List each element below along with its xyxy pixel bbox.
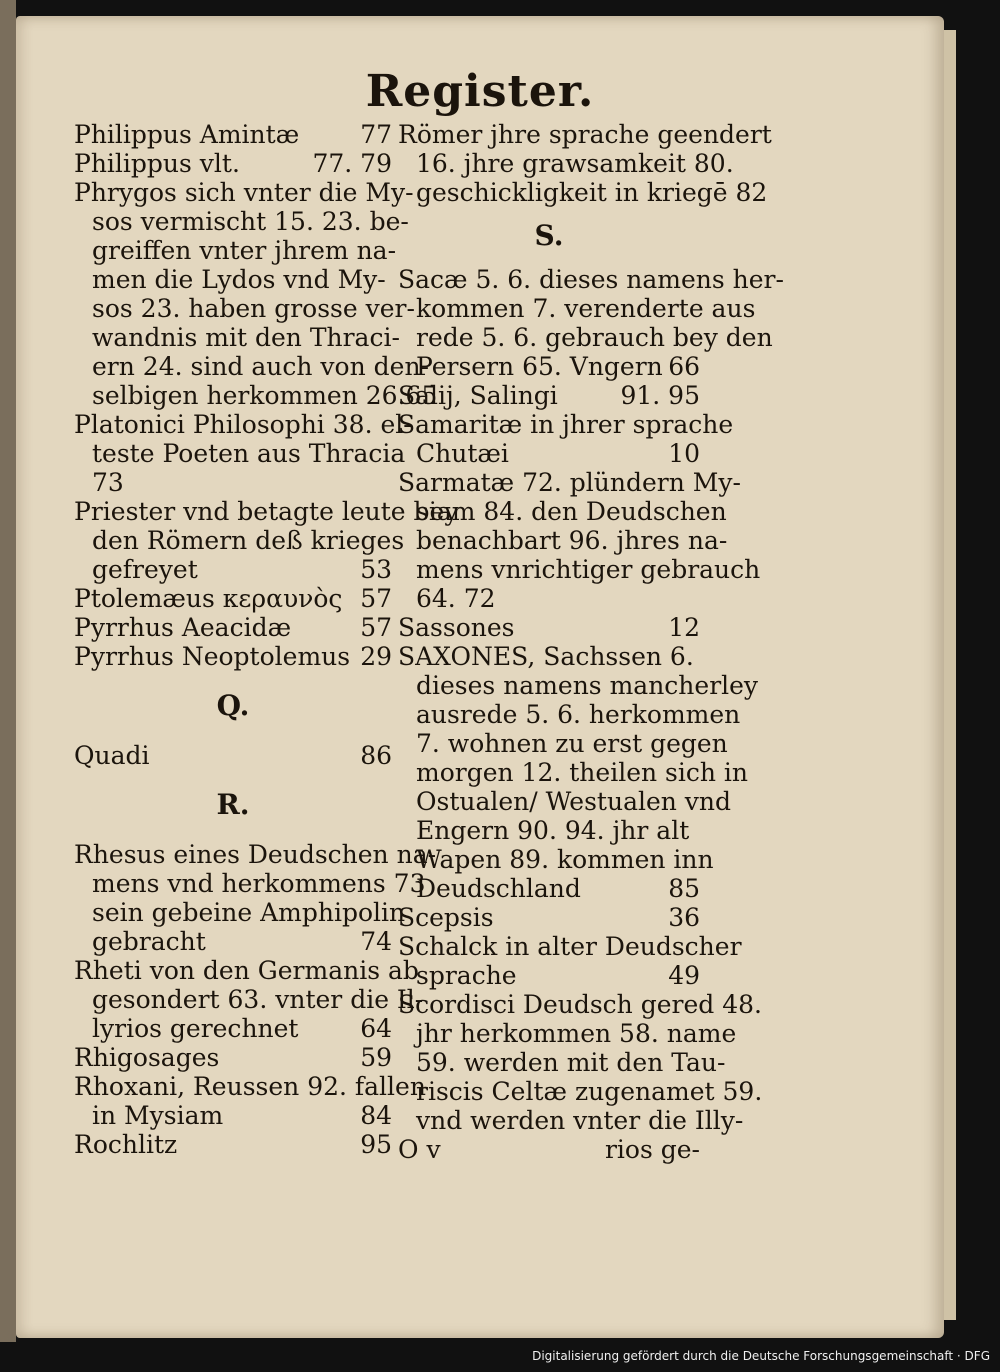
section-letter-heading: S. [534, 219, 564, 252]
entry-text: SAXONES, Sachssen 6. [398, 642, 694, 671]
index-entry-line [398, 874, 700, 903]
entry-text: geschickligkeit in kriegē 82 [416, 178, 768, 207]
index-entry-line [398, 729, 728, 758]
index-entry-line [74, 1043, 392, 1072]
page-reference: 77. 79 [312, 149, 392, 178]
entry-text: Pyrrhus Aeacidæ [74, 613, 292, 642]
entry-text: gesondert 63. vnter die Il- [92, 985, 424, 1014]
entry-text: Sacæ 5. 6. dieses namens her- [398, 265, 784, 294]
index-entry-line [74, 120, 392, 149]
index-entry-line [398, 381, 700, 410]
entry-text: Rochlitz [74, 1130, 178, 1159]
entry-text: siam 84. den Deudschen [416, 497, 727, 526]
entry-text: ausrede 5. 6. herkommen [416, 700, 741, 729]
entry-text: in Mysiam [92, 1101, 224, 1130]
entry-text: sein gebeine Amphipolin [92, 898, 406, 927]
index-entry-line [398, 323, 773, 352]
index-entry-line [398, 468, 741, 497]
entry-text: mens vnrichtiger gebrauch [416, 555, 761, 584]
index-entry-line [74, 1130, 392, 1159]
index-entry-line [398, 497, 727, 526]
entry-text: Römer jhre sprache geendert [398, 120, 772, 149]
index-entry-line [398, 932, 742, 961]
index-entry-line [74, 149, 392, 178]
index-entry-line [398, 265, 784, 294]
page-reference: 85 [668, 874, 700, 903]
entry-text: Philippus Amintæ [74, 120, 300, 149]
entry-text: vnd werden vnter die Illy- [416, 1106, 744, 1135]
page-reference: 74 [360, 927, 392, 956]
index-entry-line [74, 323, 400, 352]
page-title: Register. [365, 66, 595, 117]
page-reference: rios ge- [604, 1135, 700, 1164]
index-entry-line [398, 613, 700, 642]
section-letter-heading: Q. [216, 689, 250, 722]
index-entry-line [74, 956, 419, 985]
entry-text: dieses namens mancherley [416, 671, 759, 700]
entry-text: Salij, Salingi [398, 381, 558, 410]
index-entry-line [74, 642, 392, 671]
index-entry-line [398, 961, 700, 990]
entry-text: wandnis mit den Thraci- [92, 323, 400, 352]
page-reference: 10 [668, 439, 700, 468]
index-entry-line [398, 410, 734, 439]
entry-text: ern 24. sind auch von den- [92, 352, 429, 381]
page-reference: 53 [360, 555, 392, 584]
page-reference: 91. 95 [620, 381, 700, 410]
entry-text: lyrios gerechnet [92, 1014, 299, 1043]
index-entry-line [74, 613, 392, 642]
page-reference: 36 [668, 903, 700, 932]
index-entry-line [74, 584, 392, 613]
entry-text: Rhigosages [74, 1043, 220, 1072]
entry-text: selbigen herkommen 26.65 [92, 381, 438, 410]
index-entry-line [74, 178, 414, 207]
entry-text: Sarmatæ 72. plündern My- [398, 468, 741, 497]
index-entry-line [398, 439, 700, 468]
entry-text: Rheti von den Germanis ab [74, 956, 419, 985]
entry-text: morgen 12. theilen sich in [416, 758, 749, 787]
entry-text: rede 5. 6. gebrauch bey den [416, 323, 773, 352]
entry-text: 64. 72 [416, 584, 496, 613]
entry-text: O v [398, 1135, 441, 1164]
entry-text: gebracht [92, 927, 206, 956]
entry-text: mens vnd herkommens 73 [92, 869, 426, 898]
index-entry-line [74, 410, 412, 439]
index-entry-line [74, 1014, 392, 1043]
entry-text: sos 23. haben grosse ver- [92, 294, 415, 323]
index-entry-line [74, 352, 429, 381]
index-entry-line [74, 927, 392, 956]
entry-text: Wapen 89. kommen inn [416, 845, 714, 874]
entry-text: greiffen vnter jhrem na- [92, 236, 397, 265]
entry-text: 7. wohnen zu erst gegen [416, 729, 728, 758]
index-entry-line [74, 294, 415, 323]
entry-text: sos vermischt 15. 23. be- [92, 207, 409, 236]
index-entry-line [74, 439, 406, 468]
entry-text: Deudschland [416, 874, 581, 903]
page-reference: 59 [360, 1043, 392, 1072]
index-entry-line [398, 1048, 726, 1077]
entry-text: Rhesus eines Deudschen na- [74, 840, 437, 869]
entry-text: Scepsis [398, 903, 494, 932]
entry-text: Rhoxani, Reussen 92. fallen [74, 1072, 426, 1101]
entry-text: den Römern deß krieges [92, 526, 405, 555]
page-reference: 95 [360, 1130, 392, 1159]
page-reference: 66 [668, 352, 700, 381]
footer-bar [0, 1342, 1000, 1372]
page-reference: 86 [360, 741, 392, 770]
page-reference: 64 [360, 1014, 392, 1043]
index-entry-line [74, 741, 392, 770]
entry-text: Scordisci Deudsch gered 48. [398, 990, 762, 1019]
index-entry-line [74, 840, 437, 869]
index-entry-line [398, 555, 761, 584]
index-entry-line [74, 207, 409, 236]
entry-text: Persern 65. Vngern [416, 352, 663, 381]
footer-credit: Digitalisierung gefördert durch die Deutsche Forschungsgemeinschaft · DFG [532, 1349, 990, 1363]
index-entry-line [398, 584, 700, 613]
book-spine [0, 0, 16, 1352]
page-reference: 29 [360, 642, 392, 671]
entry-text: Platonici Philosophi 38. el- [74, 410, 412, 439]
entry-text: Schalck in alter Deudscher [398, 932, 742, 961]
entry-text: Philippus vlt. [74, 149, 240, 178]
entry-text: men die Lydos vnd My- [92, 265, 386, 294]
index-entry-line [398, 1106, 744, 1135]
entry-text: Ostualen/ Westualen vnd [416, 787, 732, 816]
section-letter-heading: R. [216, 788, 250, 821]
index-entry-line [398, 903, 700, 932]
entry-text: benachbart 96. jhres na- [416, 526, 728, 555]
index-entry-line [398, 526, 728, 555]
entry-text: Quadi [74, 741, 150, 770]
entry-text: Pyrrhus Neoptolemus [74, 642, 351, 671]
index-entry-line [398, 120, 772, 149]
index-entry-line [74, 468, 392, 497]
page-reference: 57 [360, 613, 392, 642]
index-entry-line [74, 381, 438, 410]
index-entry-line [74, 265, 392, 294]
index-entry-line [398, 700, 741, 729]
entry-text: Sassones [398, 613, 515, 642]
index-entry-line [74, 869, 426, 898]
entry-text: Engern 90. 94. jhr alt [416, 816, 690, 845]
page-reference: 49 [668, 961, 700, 990]
index-entry-line [74, 555, 392, 584]
index-entry-line [74, 898, 406, 927]
entry-text: teste Poeten aus Thracia [92, 439, 406, 468]
index-entry-line [398, 787, 732, 816]
index-entry-line [74, 1072, 426, 1101]
page-reference: 84 [360, 1101, 392, 1130]
index-entry-line [398, 845, 714, 874]
entry-text: 73 [92, 468, 124, 497]
entry-text: gefreyet [92, 555, 198, 584]
index-entry-line [398, 178, 768, 207]
index-entry-line [74, 236, 397, 265]
entry-text: kommen 7. verenderte aus [416, 294, 756, 323]
entry-text: sprache [416, 961, 517, 990]
index-entry-line [74, 985, 424, 1014]
entry-text: Samaritæ in jhrer sprache [398, 410, 734, 439]
index-column-right [398, 120, 784, 1164]
entry-text: 16. jhre grawsamkeit 80. [416, 149, 734, 178]
index-entry-line [398, 758, 749, 787]
index-entry-line [74, 1101, 392, 1130]
index-entry-line [74, 497, 459, 526]
index-entry-line [398, 1077, 763, 1106]
page-reference: 12 [668, 613, 700, 642]
entry-text: Phrygos sich vnter die My- [74, 178, 414, 207]
entry-text: riscis Celtæ zugenamet 59. [416, 1077, 763, 1106]
index-entry-line [74, 526, 405, 555]
entry-text: Ptolemæus κεραυνὸς [74, 584, 343, 613]
index-entry-line [398, 990, 762, 1019]
page-edge [944, 30, 956, 1320]
index-entry-line [398, 1019, 737, 1048]
index-entry-line [398, 816, 700, 845]
entry-text: 59. werden mit den Tau- [416, 1048, 726, 1077]
entry-text: Priester vnd betagte leute bey [74, 497, 459, 526]
index-entry-line [398, 149, 734, 178]
entry-text: Chutæi [416, 439, 509, 468]
entry-text: jhr herkommen 58. name [416, 1019, 737, 1048]
page-reference: 77 [360, 120, 392, 149]
index-entry-line [398, 671, 759, 700]
page-reference: 57 [360, 584, 392, 613]
index-entry-line [398, 352, 700, 381]
catchword-line [398, 1135, 700, 1164]
book-page [16, 16, 944, 1338]
index-entry-line [398, 642, 700, 671]
index-entry-line [398, 294, 756, 323]
